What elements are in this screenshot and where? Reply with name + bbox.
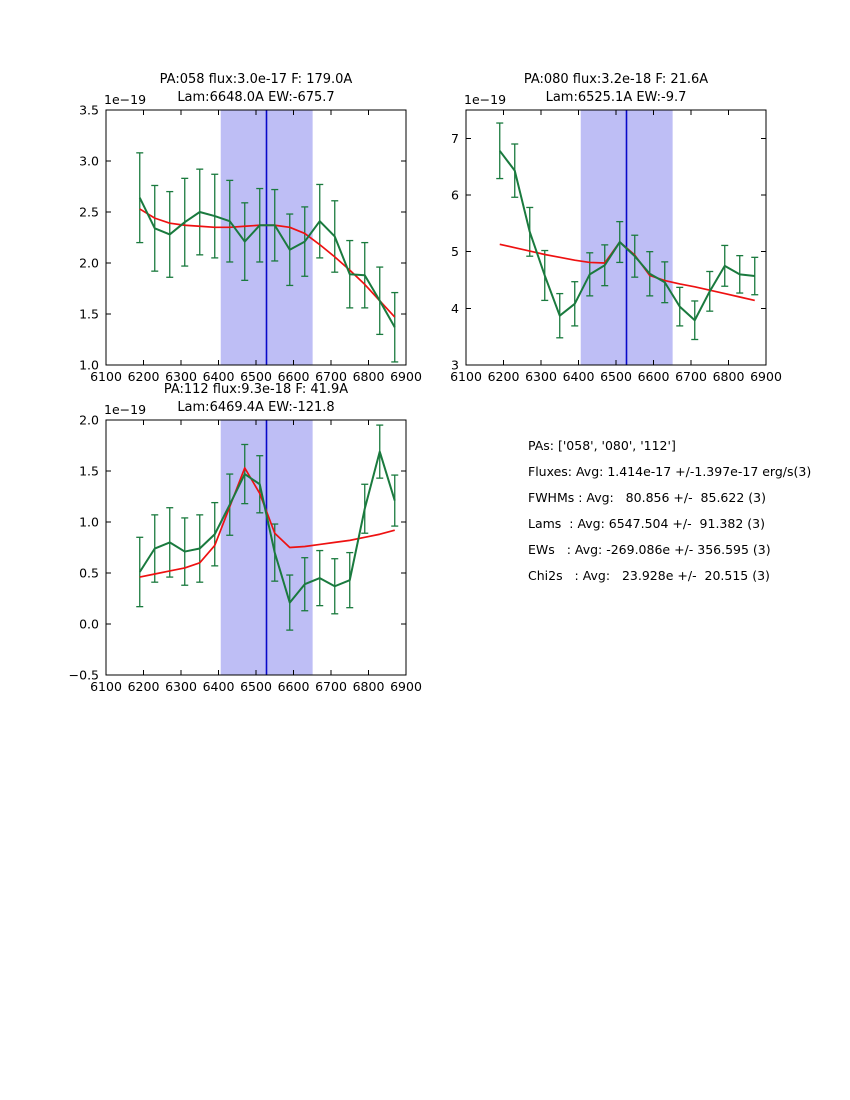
x-tick-label: 6600	[637, 369, 670, 384]
y-tick-label: −0.5	[68, 667, 99, 683]
y-axis-offset-label: 1e−19	[104, 402, 147, 417]
x-tick-label: 6100	[90, 679, 122, 694]
y-tick-label: 2.5	[79, 204, 99, 220]
x-tick-label: 6700	[315, 369, 347, 384]
x-tick-label: 6200	[127, 679, 160, 694]
y-tick-label: 4	[451, 300, 459, 316]
x-tick-label: 6900	[390, 679, 422, 694]
x-tick-label: 6900	[750, 369, 782, 384]
x-tick-label: 6100	[450, 369, 482, 384]
plot-title-pa080	[466, 71, 766, 107]
y-tick-label: 0.5	[79, 565, 99, 581]
summary-line-lams: Lams : Avg: 6547.504 +/- 91.382 (3)	[528, 516, 765, 531]
x-tick-label: 6600	[277, 679, 310, 694]
y-tick-label: 1.0	[79, 514, 99, 530]
x-tick-label: 6300	[165, 679, 197, 694]
plot-title-line2: Lam:6469.4A EW:-121.8	[177, 400, 335, 415]
plot-title-line1: PA:058 flux:3.0e-17 F: 179.0A	[159, 72, 353, 87]
x-tick-label: 6500	[240, 679, 272, 694]
summary-line-chi2s: Chi2s : Avg: 23.928e +/- 20.515 (3)	[528, 568, 770, 583]
plot-title-line1: PA:080 flux:3.2e-18 F: 21.6A	[523, 72, 709, 87]
y-axis-offset-label: 1e−19	[104, 92, 147, 107]
plot-title-line1: PA:112 flux:9.3e-18 F: 41.9A	[163, 382, 349, 397]
y-tick-label: 1.5	[79, 463, 99, 479]
summary-line-fwhms: FWHMs : Avg: 80.856 +/- 85.622 (3)	[528, 490, 766, 505]
summary-line-pas: PAs: ['058', '080', '112']	[528, 438, 676, 453]
y-tick-label: 6	[451, 187, 459, 203]
y-axis-offset-label: 1e−19	[464, 92, 507, 107]
plot-title-line2: Lam:6648.0A EW:-675.7	[177, 90, 335, 105]
y-tick-label: 0.0	[79, 616, 99, 632]
y-tick-label: 5	[451, 244, 459, 260]
x-tick-label: 6200	[127, 369, 160, 384]
x-tick-label: 6800	[352, 369, 385, 384]
plot-title-pa058	[106, 71, 406, 107]
x-tick-label: 6500	[240, 369, 272, 384]
x-tick-label: 6800	[352, 679, 385, 694]
y-tick-label: 2.0	[79, 412, 99, 428]
plot-title-pa112	[106, 381, 406, 417]
x-tick-label: 6400	[202, 369, 235, 384]
y-tick-label: 3	[451, 357, 459, 373]
y-tick-label: 1.0	[79, 357, 99, 373]
x-tick-label: 6100	[90, 369, 122, 384]
y-tick-label: 2.0	[79, 255, 99, 271]
summary-line-ews: EWs : Avg: -269.086e +/- 356.595 (3)	[528, 542, 771, 557]
x-tick-label: 6700	[315, 679, 347, 694]
summary-block	[528, 433, 811, 589]
x-tick-label: 6600	[277, 369, 310, 384]
summary-line-fluxes: Fluxes: Avg: 1.414e-17 +/-1.397e-17 erg/s(3)	[528, 464, 812, 479]
y-tick-label: 3.0	[79, 153, 99, 169]
plot-title-line2: Lam:6525.1A EW:-9.7	[545, 90, 687, 105]
y-tick-label: 7	[451, 130, 459, 146]
x-tick-label: 6700	[675, 369, 707, 384]
x-tick-label: 6800	[712, 369, 745, 384]
y-tick-label: 1.5	[79, 306, 99, 322]
x-tick-label: 6200	[487, 369, 520, 384]
x-tick-label: 6900	[390, 369, 422, 384]
y-tick-label: 3.5	[79, 102, 99, 118]
x-tick-label: 6400	[202, 679, 235, 694]
x-tick-label: 6400	[562, 369, 595, 384]
x-tick-label: 6300	[525, 369, 557, 384]
x-tick-label: 6500	[600, 369, 632, 384]
x-tick-label: 6300	[165, 369, 197, 384]
